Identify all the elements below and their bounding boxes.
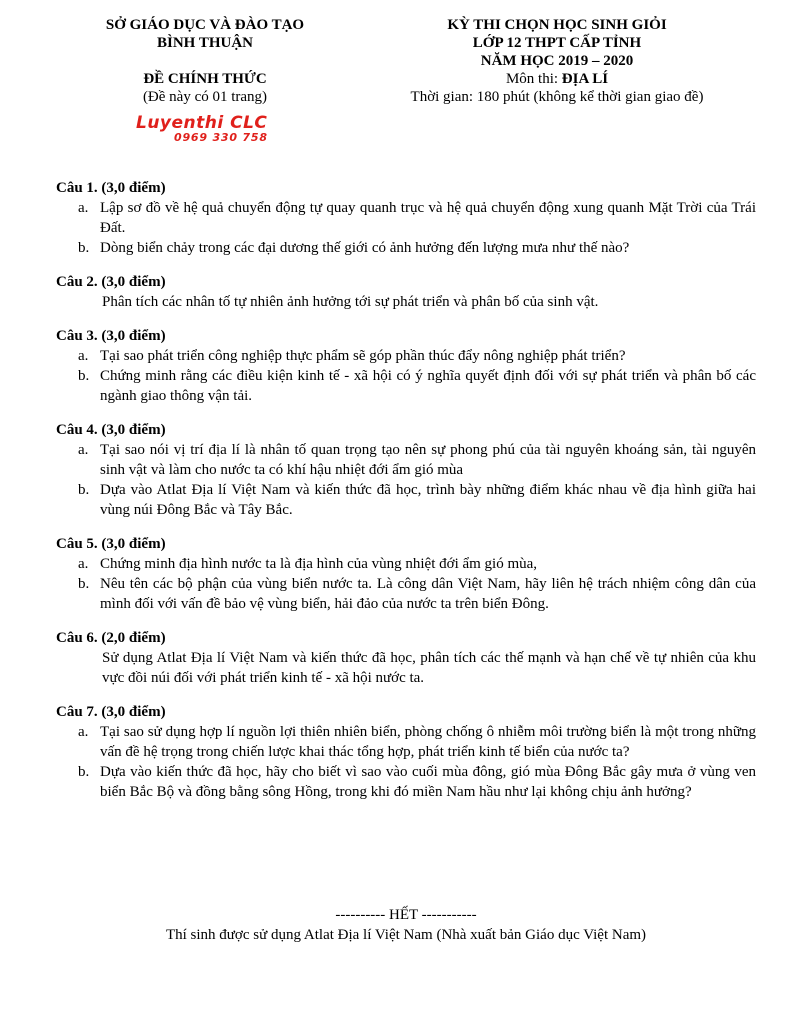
question-item <box>56 722 756 762</box>
official-label: ĐỀ CHÍNH THỨC <box>143 71 267 87</box>
item-text: Dựa vào kiến thức đã học, hãy cho biết vì sao vào cuối mùa đông, gió mùa Đông Bắc gây mưa ở vùng ven biển Bắc Bộ và đồng bằng sông Hồng, trong khi đó miền Nam hầu như lại không chịu ảnh hưởng? <box>100 764 756 800</box>
question-text: Sử dụng Atlat Địa lí Việt Nam và kiến thức đã học, phân tích các thế mạnh và hạn chế về tự nhiên của khu vực đồi núi đối với phát triển kinh tế - xã hội nước ta. <box>102 650 756 686</box>
question-item <box>56 366 756 406</box>
question-1 <box>56 178 756 258</box>
grade-level: LỚP 12 THPT CẤP TỈNH <box>472 35 642 51</box>
item-text: Nêu tên các bộ phận của vùng biển nước ta. Là công dân Việt Nam, hãy liên hệ trách nhiệm công dân của mình đối với vấn đề bảo vệ vùng biển, hải đảo của nước ta trên biển Đông. <box>100 576 756 612</box>
question-title: Câu 7. (3,0 điểm) <box>56 704 166 720</box>
watermark-logo <box>136 114 286 144</box>
pages-note: (Đề này có 01 trang) <box>142 89 268 105</box>
question-4 <box>56 420 756 520</box>
question-7 <box>56 702 756 802</box>
question-5 <box>56 534 756 614</box>
question-title: Câu 6. (2,0 điểm) <box>56 630 166 646</box>
school-year: NĂM HỌC 2019 – 2020 <box>480 53 634 69</box>
question-text: Phân tích các nhân tố tự nhiên ảnh hưởng tới sự phát triển và phân bố của sinh vật. <box>102 294 599 310</box>
department-name: SỞ GIÁO DỤC VÀ ĐÀO TẠO <box>105 17 305 33</box>
exam-title: KỲ THI CHỌN HỌC SINH GIỎI <box>447 17 667 33</box>
duration: Thời gian: 180 phút (không kể thời gian giao đề) <box>410 89 704 105</box>
subject-label: Môn thi: <box>505 71 562 87</box>
exam-footer <box>56 905 756 945</box>
question-item <box>56 554 756 574</box>
item-label: a. <box>78 348 89 364</box>
question-item <box>56 440 756 480</box>
header-left <box>60 16 350 106</box>
question-title: Câu 1. (3,0 điểm) <box>56 180 166 196</box>
exam-header <box>0 0 800 150</box>
watermark-brand: Luyenthi CLC <box>136 113 268 133</box>
item-text: Chứng minh địa hình nước ta là địa hình của vùng nhiệt đới ẩm gió mùa, <box>100 556 538 572</box>
watermark-phone: 0969 330 758 <box>174 131 268 144</box>
question-2 <box>56 272 756 312</box>
question-item <box>56 198 756 238</box>
question-item <box>56 574 756 614</box>
question-item <box>56 238 756 258</box>
question-3 <box>56 326 756 406</box>
item-text: Dòng biển chảy trong các đại dương thế giới có ảnh hưởng đến lượng mưa như thế nào? <box>100 240 630 256</box>
subject-name: ĐỊA LÍ <box>561 71 609 87</box>
item-text: Tại sao nói vị trí địa lí là nhân tố quan trọng tạo nên sự phong phú của tài nguyên khoáng sản, tài nguyên sinh vật và làm cho nước ta có khí hậu nhiệt đới ẩm gió mùa <box>100 442 756 478</box>
item-text: Tại sao phát triển công nghiệp thực phẩm sẽ góp phần thúc đẩy nông nghiệp phát triển? <box>100 348 626 364</box>
item-text: Tại sao sử dụng hợp lí nguồn lợi thiên nhiên biển, phòng chống ô nhiễm môi trường biển là một trong những vấn đề hệ trọng trong chiến lược khai thác tổng hợp, phát triển kinh tế biển của nước ta? <box>100 724 756 760</box>
item-text: Chứng minh rằng các điều kiện kinh tế - xã hội có ý nghĩa quyết định đối với sự phát triển và phân bố các ngành giao thông vận tải. <box>100 368 756 404</box>
question-item <box>56 762 756 802</box>
end-marker: ---------- HẾT ----------- <box>335 907 477 923</box>
item-label: b. <box>78 764 90 780</box>
question-6 <box>56 628 756 688</box>
question-title: Câu 3. (3,0 điểm) <box>56 328 166 344</box>
item-text: Lập sơ đồ về hệ quả chuyển động tự quay quanh trục và hệ quả chuyển động xung quanh Mặt Trời của Trái Đất. <box>100 200 756 236</box>
item-label: a. <box>78 556 89 572</box>
item-label: a. <box>78 724 89 740</box>
province-name: BÌNH THUẬN <box>157 35 253 51</box>
questions-list <box>56 178 756 816</box>
item-label: b. <box>78 576 90 592</box>
question-title: Câu 5. (3,0 điểm) <box>56 536 166 552</box>
item-label: b. <box>78 240 90 256</box>
item-label: a. <box>78 442 89 458</box>
question-item <box>56 480 756 520</box>
footer-note: Thí sinh được sử dụng Atlat Địa lí Việt Nam (Nhà xuất bản Giáo dục Việt Nam) <box>165 927 647 943</box>
item-text: Dựa vào Atlat Địa lí Việt Nam và kiến thức đã học, trình bày những điểm khác nhau về địa hình giữa hai vùng núi Đông Bắc và Tây Bắc. <box>100 482 756 518</box>
subject-line <box>352 70 762 88</box>
header-right <box>352 16 762 106</box>
question-title: Câu 2. (3,0 điểm) <box>56 274 166 290</box>
item-label: b. <box>78 482 90 498</box>
question-item <box>56 346 756 366</box>
item-label: a. <box>78 200 89 216</box>
item-label: b. <box>78 368 90 384</box>
question-title: Câu 4. (3,0 điểm) <box>56 422 166 438</box>
